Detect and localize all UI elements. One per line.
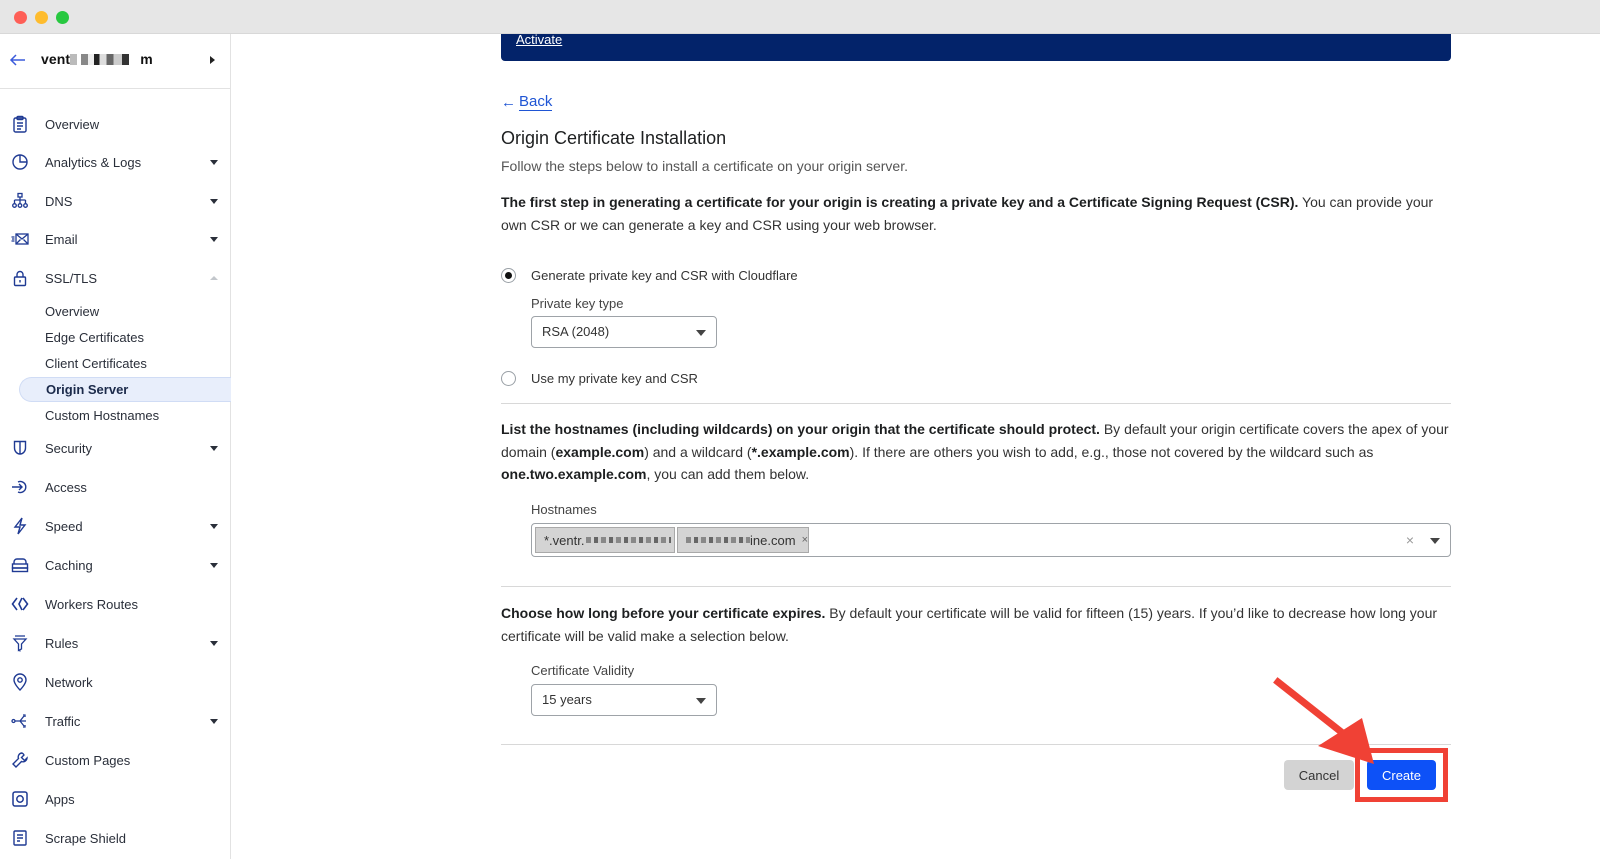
domain-switcher[interactable] <box>41 51 153 67</box>
cancel-button[interactable]: Cancel <box>1284 760 1354 790</box>
sidebar-subitem-custom-hostnames[interactable] <box>19 403 231 428</box>
chevron-down-icon <box>210 160 218 165</box>
sidebar-item-ssl-tls[interactable] <box>0 263 230 293</box>
hostname-chip <box>535 527 675 553</box>
step2-text: ). If there are others you wish to add, e.g., those not covered by the wildcard such as <box>849 443 1374 460</box>
radio-button-checked[interactable] <box>501 268 516 283</box>
caret-down-icon <box>696 698 706 704</box>
chevron-down-icon <box>210 563 218 568</box>
sidebar-subitem-edge-certificates[interactable] <box>19 325 231 350</box>
sidebar-item-label: Analytics & Logs <box>45 154 142 170</box>
wrench-icon <box>11 751 29 769</box>
sidebar-item-rules[interactable] <box>0 628 230 658</box>
minimize-window-button[interactable] <box>35 11 48 24</box>
private-key-type-select[interactable] <box>531 316 717 348</box>
example-subdomain: one.two.example.com <box>501 466 647 482</box>
maximize-window-button[interactable] <box>56 11 69 24</box>
sidebar-item-label: Overview <box>45 116 100 132</box>
lightning-icon <box>11 517 29 535</box>
example-wildcard: *.example.com <box>751 443 850 460</box>
sidebar-item-access[interactable] <box>0 472 230 502</box>
close-window-button[interactable] <box>14 11 27 24</box>
certificate-validity-select[interactable] <box>531 684 717 716</box>
clipboard-icon <box>11 115 29 133</box>
hostname-chip-text: *.ventr. <box>544 532 585 548</box>
sidebar-subitem-label: Custom Hostnames <box>45 408 160 423</box>
sidebar-subitem-label: Edge Certificates <box>45 330 144 345</box>
sidebar-item-custom-pages[interactable] <box>0 745 230 775</box>
sidebar-item-label: Access <box>45 479 87 495</box>
back-link-label: Back <box>519 93 553 110</box>
radio-own-label: Use my private key and CSR <box>531 371 698 386</box>
sidebar-item-analytics[interactable] <box>0 147 230 177</box>
email-icon <box>11 230 29 248</box>
notification-banner <box>501 34 1451 61</box>
page-subtitle: Follow the steps below to install a certificate on your origin server. <box>501 158 908 174</box>
shield-icon <box>11 439 29 457</box>
domain-name-end: m <box>140 51 153 67</box>
sidebar-item-speed[interactable] <box>0 511 230 541</box>
apps-icon <box>11 790 29 808</box>
step2-heading: List the hostnames (including wildcards) on your origin that the certificate should protect. <box>501 421 1100 437</box>
sidebar-item-label: Rules <box>45 635 79 651</box>
sidebar-item-overview[interactable] <box>0 109 230 139</box>
lock-icon <box>11 269 29 287</box>
sidebar-item-label: Email <box>45 231 78 247</box>
clear-all-icon[interactable]: × <box>1405 532 1414 548</box>
page-title: Origin Certificate Installation <box>501 128 727 148</box>
sidebar-subitem-label: Overview <box>45 304 100 319</box>
sidebar-item-label: Traffic <box>45 713 81 729</box>
sidebar-item-label: Security <box>45 440 92 456</box>
traffic-icon <box>11 712 29 730</box>
sidebar-item-apps[interactable] <box>0 784 230 814</box>
sidebar-item-label: Speed <box>45 518 83 534</box>
radio-button-unchecked[interactable] <box>501 371 516 386</box>
step2-description <box>501 418 1451 486</box>
radio-own-csr[interactable] <box>501 371 698 386</box>
chevron-down-icon <box>210 719 218 724</box>
example-domain: example.com <box>555 443 645 460</box>
hostnames-input[interactable] <box>531 523 1451 557</box>
caret-right-icon[interactable] <box>210 56 215 64</box>
sidebar-subitem-ssl-overview[interactable] <box>19 299 231 324</box>
sidebar <box>0 34 231 859</box>
sidebar-item-label: Workers Routes <box>45 596 138 612</box>
sidebar-item-label: Custom Pages <box>45 752 131 768</box>
sidebar-subitem-label: Client Certificates <box>45 356 147 371</box>
private-key-type-value: RSA (2048) <box>542 324 610 339</box>
hostnames-label: Hostnames <box>531 502 597 517</box>
sidebar-item-label: SSL/TLS <box>45 270 98 286</box>
rules-icon <box>11 634 29 652</box>
certificate-validity-label: Certificate Validity <box>531 663 635 678</box>
workers-icon <box>11 595 29 613</box>
arrow-left-icon: ← <box>501 93 516 111</box>
sidebar-subitem-client-certificates[interactable] <box>19 351 231 376</box>
redacted-text <box>686 537 750 543</box>
sidebar-item-workers-routes[interactable] <box>0 589 230 619</box>
hostname-chip <box>677 527 809 553</box>
step3-description <box>501 602 1451 647</box>
activate-link[interactable]: Activate <box>516 32 563 47</box>
step2-text: ) and a wildcard ( <box>644 443 752 460</box>
document-icon <box>11 829 29 847</box>
sidebar-item-email[interactable] <box>0 224 230 254</box>
section-divider <box>501 403 1451 404</box>
hostname-chip-text: ine.com <box>750 532 796 548</box>
access-icon <box>11 478 29 496</box>
sidebar-item-caching[interactable] <box>0 550 230 580</box>
chevron-down-icon <box>210 446 218 451</box>
radio-generate-csr[interactable] <box>501 268 798 283</box>
chevron-down-icon <box>210 237 218 242</box>
sidebar-subitem-label: Origin Server <box>46 382 129 397</box>
redacted-text <box>586 537 671 543</box>
domain-name-start: vent <box>41 51 71 67</box>
step2-text: , you can add them below. <box>646 466 810 482</box>
sidebar-item-label: DNS <box>45 193 73 209</box>
step2-text: By default your origin certificate covers the apex of your domain ( <box>501 421 1449 460</box>
chevron-up-icon <box>210 276 218 280</box>
sidebar-item-label: Scrape Shield <box>45 830 126 846</box>
step3-text: By default your certificate will be valid for fifteen (15) years. If you’d like to decrease how long your certificate will be valid make a selection below. <box>501 605 1438 644</box>
network-tree-icon <box>11 192 29 210</box>
caret-down-icon <box>696 330 706 336</box>
location-pin-icon <box>11 673 29 691</box>
step1-heading: The first step in generating a certificate for your origin is creating a private key and a Certificate Signing Request (CSR). <box>501 194 1299 210</box>
sidebar-item-label: Apps <box>45 791 75 807</box>
private-key-type-label: Private key type <box>531 296 624 311</box>
sidebar-subitem-origin-server[interactable] <box>19 377 231 402</box>
sidebar-item-label: Network <box>45 674 93 690</box>
create-button[interactable]: Create <box>1367 760 1436 790</box>
step3-heading: Choose how long before your certificate expires. <box>501 605 826 621</box>
sidebar-item-dns[interactable] <box>0 186 230 216</box>
sidebar-item-scrape-shield[interactable] <box>0 823 230 853</box>
chevron-down-icon <box>210 524 218 529</box>
chevron-down-icon <box>210 199 218 204</box>
certificate-validity-value: 15 years <box>542 692 592 707</box>
sidebar-item-security[interactable] <box>0 433 230 463</box>
sidebar-item-label: Caching <box>45 557 93 573</box>
section-divider <box>501 744 1451 745</box>
caret-down-icon[interactable] <box>1430 538 1440 544</box>
sidebar-item-traffic[interactable] <box>0 706 230 736</box>
step1-description <box>501 191 1451 236</box>
remove-chip-icon[interactable]: × <box>801 534 808 546</box>
back-arrow-icon[interactable] <box>8 50 28 70</box>
sidebar-item-network[interactable] <box>0 667 230 697</box>
annotation-arrow-icon <box>1270 676 1380 766</box>
chevron-down-icon <box>210 641 218 646</box>
step1-text: You can provide your own CSR or we can generate a key and CSR using your web browser. <box>501 194 1434 233</box>
caching-icon <box>11 556 29 574</box>
pie-chart-icon <box>11 153 29 171</box>
radio-generate-label: Generate private key and CSR with Cloudflare <box>531 268 798 283</box>
window-titlebar <box>0 0 1600 34</box>
section-divider <box>501 586 1451 587</box>
redacted-text <box>70 54 140 65</box>
back-link[interactable] <box>501 93 552 111</box>
sidebar-header <box>0 34 230 89</box>
